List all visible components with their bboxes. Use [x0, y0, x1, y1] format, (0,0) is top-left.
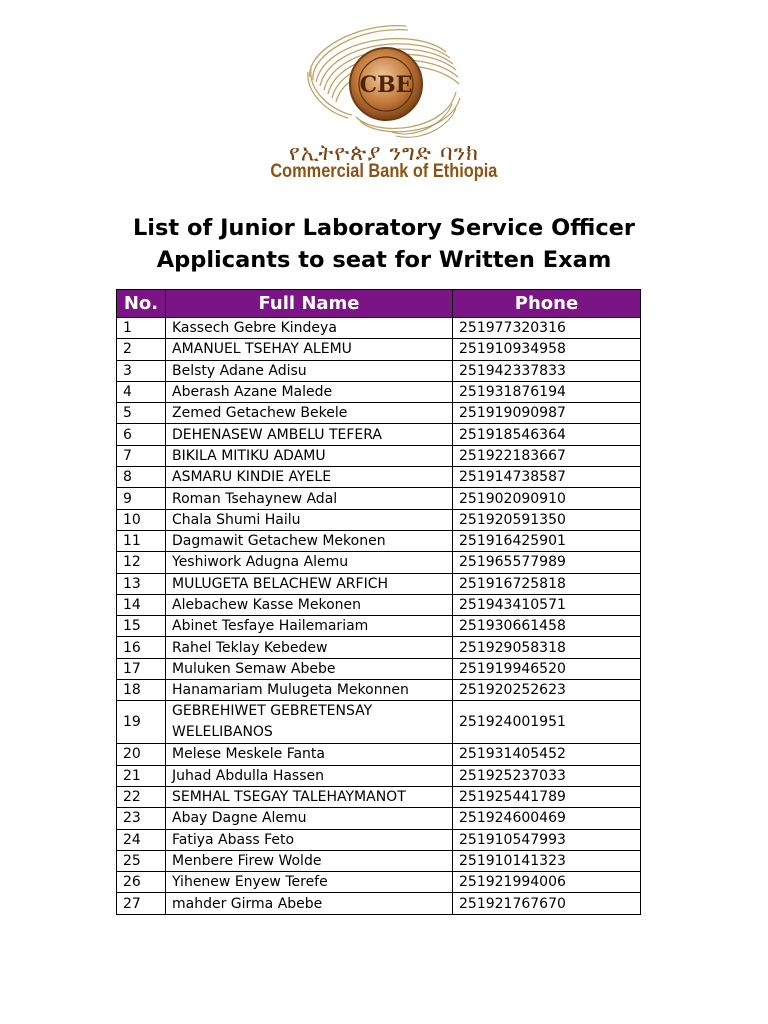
table-row [117, 552, 641, 573]
row-number: 3 [117, 360, 166, 381]
applicant-phone: 251914738587 [453, 467, 641, 488]
row-number: 4 [117, 381, 166, 402]
applicant-name: DEHENASEW AMBELU TEFERA [166, 424, 453, 445]
table-row [117, 765, 641, 786]
row-number: 17 [117, 658, 166, 679]
table-row [117, 573, 641, 594]
applicant-phone: 251919946520 [453, 658, 641, 679]
applicant-phone: 251922183667 [453, 445, 641, 466]
table-row [117, 530, 641, 551]
table-row [117, 637, 641, 658]
applicant-name: Yihenew Enyew Terefe [166, 872, 453, 893]
row-number: 27 [117, 893, 166, 914]
applicant-name: Kassech Gebre Kindeya [166, 318, 453, 339]
table-row [117, 360, 641, 381]
row-number: 24 [117, 829, 166, 850]
table-body [117, 318, 641, 915]
row-number: 26 [117, 872, 166, 893]
bank-header [0, 22, 768, 187]
table-row [117, 339, 641, 360]
row-number: 15 [117, 616, 166, 637]
applicant-phone: 251925237033 [453, 765, 641, 786]
applicant-name: Dagmawit Getachew Mekonen [166, 530, 453, 551]
applicant-name: BIKILA MITIKU ADAMU [166, 445, 453, 466]
applicant-phone: 251942337833 [453, 360, 641, 381]
table-row [117, 594, 641, 615]
row-number: 23 [117, 808, 166, 829]
applicant-name: Hanamariam Mulugeta Mekonnen [166, 680, 453, 701]
applicant-name: Abay Dagne Alemu [166, 808, 453, 829]
row-number: 7 [117, 445, 166, 466]
applicant-name: Yeshiwork Adugna Alemu [166, 552, 453, 573]
applicant-name: Roman Tsehaynew Adal [166, 488, 453, 509]
applicant-phone: 251916725818 [453, 573, 641, 594]
applicant-name: Zemed Getachew Bekele [166, 403, 453, 424]
applicant-name: Fatiya Abass Feto [166, 829, 453, 850]
applicant-name: mahder Girma Abebe [166, 893, 453, 914]
row-number: 2 [117, 339, 166, 360]
applicant-phone: 251921767670 [453, 893, 641, 914]
row-number: 9 [117, 488, 166, 509]
applicant-phone: 251910141323 [453, 850, 641, 871]
applicant-phone: 251943410571 [453, 594, 641, 615]
table-row [117, 850, 641, 871]
table-header-row [117, 290, 641, 318]
table-row [117, 872, 641, 893]
table-row [117, 509, 641, 530]
table-row [117, 829, 641, 850]
table-row [117, 467, 641, 488]
applicant-phone: 251910934958 [453, 339, 641, 360]
applicants-table [116, 289, 641, 915]
bank-logo-icon [296, 22, 472, 142]
table-row [117, 893, 641, 914]
table-row [117, 318, 641, 339]
table-row [117, 445, 641, 466]
applicant-name: Aberash Azane Malede [166, 381, 453, 402]
row-number: 5 [117, 403, 166, 424]
table-row [117, 680, 641, 701]
title-line-1: List of Junior Laboratory Service Officer [132, 215, 636, 241]
row-number: 1 [117, 318, 166, 339]
row-number: 11 [117, 530, 166, 551]
applicant-name: MULUGETA BELACHEW ARFICH [166, 573, 453, 594]
applicant-phone: 251910547993 [453, 829, 641, 850]
applicant-name: Muluken Semaw Abebe [166, 658, 453, 679]
column-header-full-name: Full Name [166, 290, 453, 318]
applicant-name: Belsty Adane Adisu [166, 360, 453, 381]
applicant-phone: 251920252623 [453, 680, 641, 701]
table-row [117, 488, 641, 509]
column-header-phone: Phone [453, 290, 641, 318]
table-row [117, 381, 641, 402]
row-number: 20 [117, 744, 166, 765]
row-number: 13 [117, 573, 166, 594]
applicant-name: AMANUEL TSEHAY ALEMU [166, 339, 453, 360]
applicant-name: Rahel Teklay Kebedew [166, 637, 453, 658]
applicant-phone: 251924600469 [453, 808, 641, 829]
applicant-phone: 251920591350 [453, 509, 641, 530]
column-header-no: No. [117, 290, 166, 318]
applicant-name: ASMARU KINDIE AYELE [166, 467, 453, 488]
title-line-2: Applicants to seat for Written Exam [156, 247, 612, 273]
applicant-phone: 251919090987 [453, 403, 641, 424]
row-number: 18 [117, 680, 166, 701]
row-number: 16 [117, 637, 166, 658]
row-number: 14 [117, 594, 166, 615]
applicant-phone: 251965577989 [453, 552, 641, 573]
row-number: 19 [117, 701, 166, 744]
applicant-name: SEMHAL TSEGAY TALEHAYMANOT [166, 786, 453, 807]
table-row [117, 701, 641, 744]
applicant-phone: 251977320316 [453, 318, 641, 339]
document-title [0, 212, 768, 276]
svg-text:CBE: CBE [359, 72, 413, 98]
table-row [117, 744, 641, 765]
applicant-phone: 251918546364 [453, 424, 641, 445]
applicant-phone: 251930661458 [453, 616, 641, 637]
applicant-name: Abinet Tesfaye Hailemariam [166, 616, 453, 637]
applicant-name: Alebachew Kasse Mekonen [166, 594, 453, 615]
applicant-phone: 251902090910 [453, 488, 641, 509]
table-row [117, 786, 641, 807]
applicant-name: Juhad Abdulla Hassen [166, 765, 453, 786]
table-row [117, 658, 641, 679]
applicant-phone: 251924001951 [453, 701, 641, 744]
applicant-name: Menbere Firew Wolde [166, 850, 453, 871]
applicant-phone: 251931405452 [453, 744, 641, 765]
bank-name-english: Commercial Bank of Ethiopia [270, 161, 498, 182]
row-number: 25 [117, 850, 166, 871]
row-number: 22 [117, 786, 166, 807]
table-row [117, 808, 641, 829]
row-number: 21 [117, 765, 166, 786]
applicant-phone: 251929058318 [453, 637, 641, 658]
applicant-name: Chala Shumi Hailu [166, 509, 453, 530]
bank-name-amharic: የኢትዮጵያ ንግድ ባንክ [288, 141, 480, 166]
applicant-phone: 251925441789 [453, 786, 641, 807]
row-number: 8 [117, 467, 166, 488]
row-number: 6 [117, 424, 166, 445]
applicant-phone: 251916425901 [453, 530, 641, 551]
row-number: 12 [117, 552, 166, 573]
applicant-phone: 251921994006 [453, 872, 641, 893]
table-row [117, 616, 641, 637]
table-row [117, 424, 641, 445]
applicant-name: GEBREHIWET GEBRETENSAY WELELIBANOS [166, 701, 453, 744]
applicant-name: Melese Meskele Fanta [166, 744, 453, 765]
applicant-phone: 251931876194 [453, 381, 641, 402]
table-row [117, 403, 641, 424]
row-number: 10 [117, 509, 166, 530]
